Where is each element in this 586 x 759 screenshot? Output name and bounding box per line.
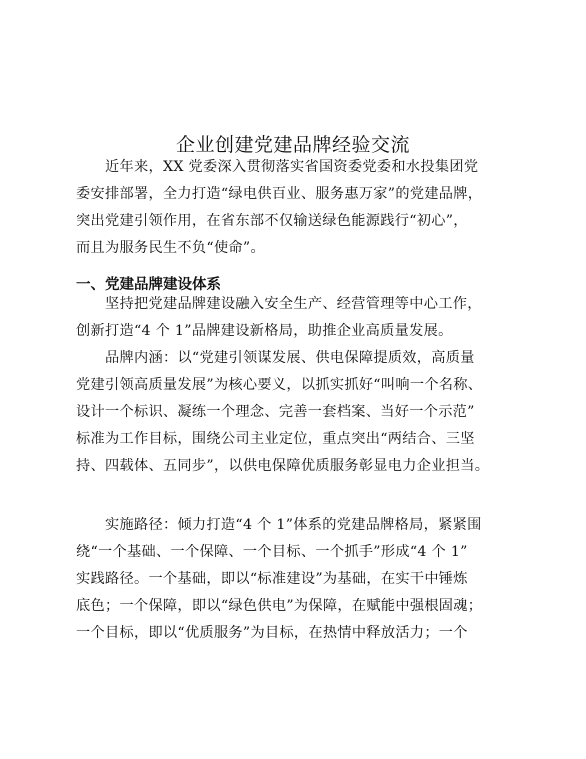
text-line: 底色；一个保障，即以“绿色供电”为保障，在赋能中强根固魂； xyxy=(76,598,483,614)
intro-paragraph xyxy=(76,154,516,262)
text-line: 实施路径：倾力打造“4 个 1”体系的党建品牌格局，紧紧围 xyxy=(105,517,482,533)
text-line: 品牌内涵：以“党建引领谋发展、供电保障提质效，高质量 xyxy=(105,350,475,366)
text-line: 党建引领高质量发展”为核心要义，以抓实抓好“叫响一个名称、 xyxy=(76,377,483,393)
text-line: 持、四载体、五同步”，以供电保障优质服务彰显电力企业担当。 xyxy=(76,458,490,474)
text-line: 创新打造“4 个 1”品牌建设新格局，助推企业高质量发展。 xyxy=(76,323,453,339)
text-line: 一个目标，即以“优质服务”为目标，在热情中释放活力；一个 xyxy=(76,625,468,641)
paragraph-implementation-path xyxy=(76,512,516,647)
text-line: 实践路径。一个基础，即以“标准建设”为基础，在实干中锤炼 xyxy=(76,571,468,587)
text-line: 而且为服务民生不负“使命”。 xyxy=(76,240,265,256)
section-heading: 一、党建品牌建设体系 xyxy=(76,277,221,293)
paragraph-construction xyxy=(76,291,516,345)
paragraph-brand-connotation xyxy=(76,345,516,480)
text-line: 设计一个标识、凝练一个理念、完善一套档案、当好一个示范” xyxy=(76,404,475,420)
text-line: 坚持把党建品牌建设融入安全生产、经营管理等中心工作， xyxy=(105,296,482,312)
text-line: 近年来，XX 党委深入贯彻落实省国资委党委和水投集团党 xyxy=(105,159,479,175)
text-line: 委安排部署，全力打造“绿电供百业、服务惠万家”的党建品牌， xyxy=(76,186,483,202)
text-line: 标准为工作目标，围绕公司主业定位，重点突出“两结合、三坚 xyxy=(76,431,475,447)
text-line: 突出党建引领作用，在省东部不仅输送绿色能源践行“初心”， xyxy=(76,213,468,229)
text-line: 绕“一个基础、一个保障、一个目标、一个抓手”形成“4 个 1” xyxy=(76,544,468,560)
document-title: 企业创建党建品牌经验交流 xyxy=(175,134,410,156)
